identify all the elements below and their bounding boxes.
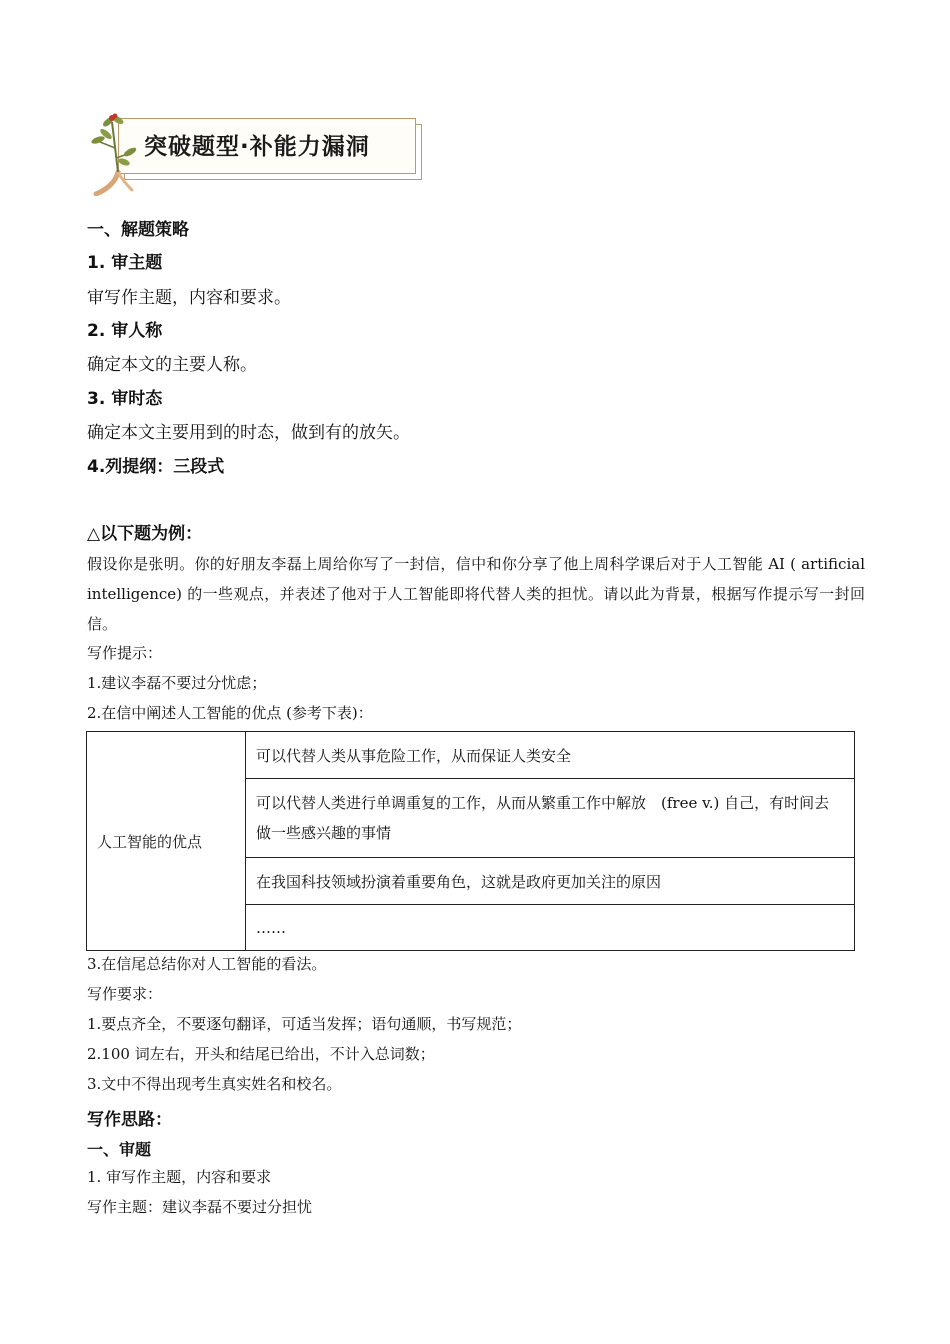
strategy-heading: 一、解题策略 — [87, 220, 189, 240]
thinking-subheading: 一、审题 — [87, 1140, 152, 1159]
requirements-label: 写作要求： — [87, 985, 163, 1003]
example-paragraph: 假设你是张明。你的好朋友李磊上周给你写了一封信，信中和你分享了他上周科学课后对于人工智能 AI ( artificial intelligence) 的一些观点，并表述了他对于人工智能即将代替人类的担忧。请以此为背景，根据写作提示写一封回信。 — [87, 555, 865, 633]
strategy-item-2-title: 2. 审人称 — [87, 321, 163, 341]
strategy-item-2-body: 确定本文的主要人称。 — [87, 355, 257, 375]
table-cell: 在我国科技领域扮演着重要角色，这就是政府更加关注的原因 — [246, 858, 855, 905]
table-row — [87, 732, 855, 779]
strategy-item-3-body: 确定本文主要用到的时态，做到有的放矢。 — [87, 423, 410, 443]
requirement-2: 2.100 词左右，开头和结尾已给出，不计入总词数； — [87, 1045, 435, 1063]
strategy-item-1-title: 1. 审主题 — [87, 253, 163, 273]
strategy-item-4-title: 4.列提纲：三段式 — [87, 457, 225, 477]
tip-3: 3.在信尾总结你对人工智能的看法。 — [87, 955, 327, 973]
section-banner — [88, 112, 424, 196]
banner-title: 突破题型·补能力漏洞 — [144, 134, 370, 160]
example-heading: △以下题为例： — [87, 524, 203, 544]
strategy-item-3-title: 3. 审时态 — [87, 389, 163, 409]
requirement-1: 1.要点齐全，不要逐句翻译，可适当发挥；语句通顺，书写规范； — [87, 1015, 522, 1033]
tips-label: 写作提示： — [87, 644, 163, 662]
tip-2: 2.在信中阐述人工智能的优点 (参考下表)： — [87, 704, 373, 722]
thinking-line-1: 1. 审写作主题，内容和要求 — [87, 1168, 272, 1186]
tip-1: 1.建议李磊不要过分忧虑； — [87, 674, 267, 692]
table-cell: 可以代替人类进行单调重复的工作，从而从繁重工作中解放 (free v.) 自己，有时间去做一些感兴趣的事情 — [246, 779, 855, 858]
advantages-table — [86, 731, 855, 951]
ginseng-plant-icon — [88, 112, 148, 196]
strategy-item-1-body: 审写作主题，内容和要求。 — [87, 288, 291, 308]
table-cell: …… — [246, 905, 855, 951]
requirement-3: 3.文中不得出现考生真实姓名和校名。 — [87, 1075, 342, 1093]
thinking-line-2: 写作主题：建议李磊不要过分担忧 — [87, 1198, 313, 1216]
thinking-heading: 写作思路： — [87, 1110, 172, 1130]
table-cell: 可以代替人类从事危险工作，从而保证人类安全 — [246, 732, 855, 779]
table-label-cell: 人工智能的优点 — [87, 732, 246, 951]
